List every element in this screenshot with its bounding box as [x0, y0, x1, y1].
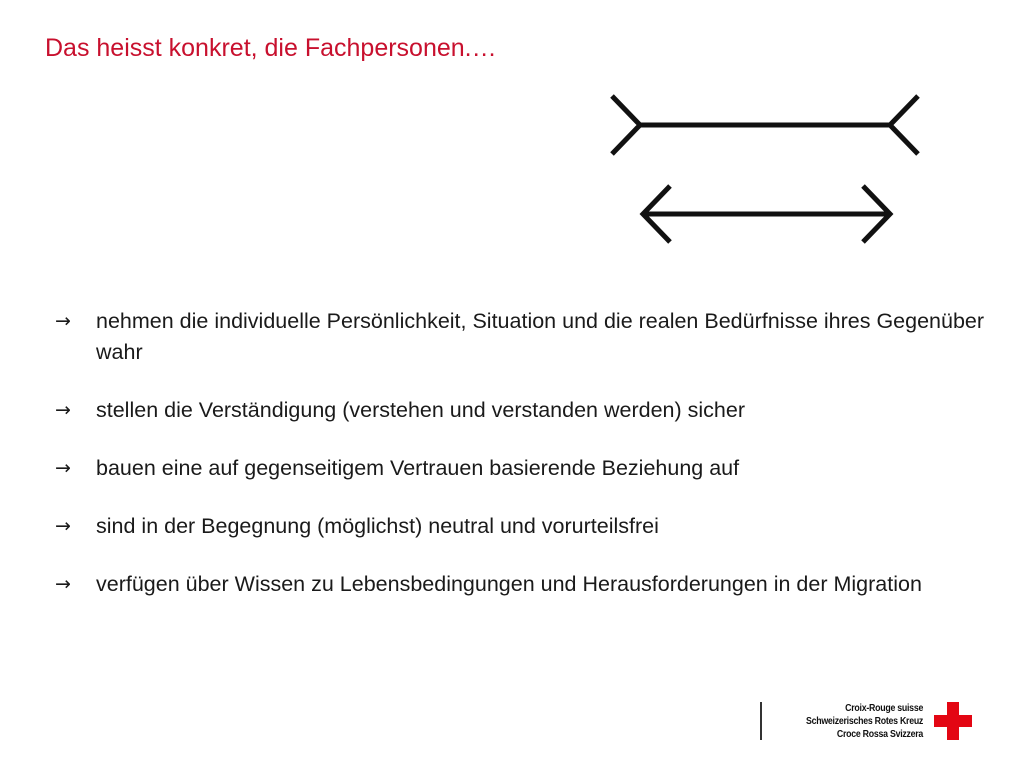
bullet-list [55, 306, 985, 627]
arrow-right-icon: → [55, 399, 71, 421]
bullet-text: verfügen über Wissen zu Lebensbedingungen und Herausforderungen in der Migration [96, 572, 922, 596]
arrow-right-icon: → [55, 457, 71, 479]
red-cross-icon [934, 702, 972, 740]
bullet-text: nehmen die individuelle Persönlichkeit, Situation und die realen Bedürfnisse ihres Gegenüber wahr [96, 309, 985, 364]
bullet-item [55, 569, 985, 600]
logo-line-de: Schweizerisches Rotes Kreuz [805, 716, 923, 727]
arrow-right-icon: → [55, 573, 71, 595]
muller-lyer-illusion [600, 88, 930, 253]
bullet-item [55, 395, 985, 426]
bullet-item [55, 306, 985, 368]
bullet-item [55, 453, 985, 484]
red-cross-logo [760, 700, 980, 742]
logo-line-fr: Croix-Rouge suisse [845, 703, 923, 714]
logo-divider [760, 702, 762, 740]
logo-wordmark [806, 702, 923, 741]
arrow-right-icon: → [55, 515, 71, 537]
bullet-text: bauen eine auf gegenseitigem Vertrauen basierende Beziehung auf [96, 456, 740, 480]
top-left-fin [612, 96, 640, 154]
logo-line-it: Croce Rossa Svizzera [836, 729, 923, 740]
bullet-text: sind in der Begegnung (möglichst) neutral und vorurteilsfrei [96, 514, 659, 538]
arrow-right-icon: → [55, 310, 71, 332]
top-right-fin [890, 96, 918, 154]
slide-title: Das heisst konkret, die Fachpersonen.… [45, 34, 497, 62]
bullet-text: stellen die Verständigung (verstehen und verstanden werden) sicher [96, 398, 745, 422]
bullet-item [55, 511, 985, 542]
